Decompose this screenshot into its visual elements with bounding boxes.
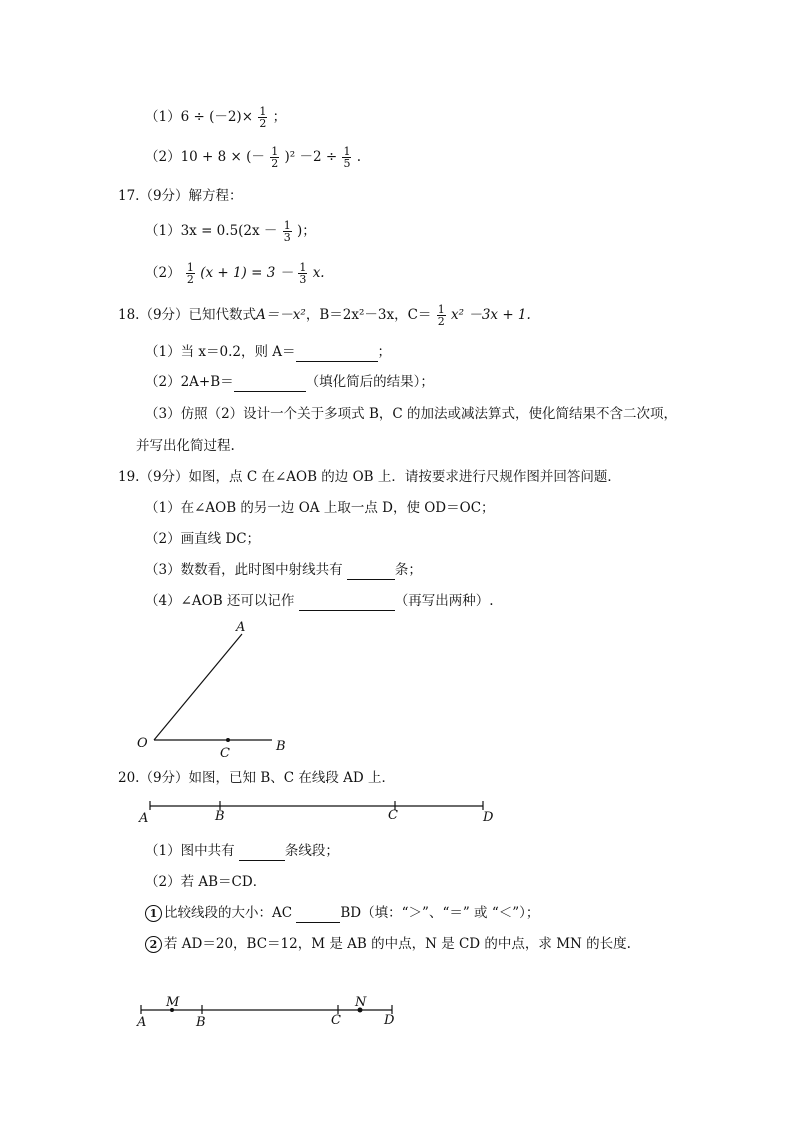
q18-p2-post: （填化简后的结果）； [305,374,434,390]
q16-p1-label: （1）6 ÷ (－2)× [145,109,254,125]
q16-p2-label: （2）10 + 8 × (－ [145,149,265,165]
q19-p3-pre: （3）数数看，此时图中射线共有 [145,562,343,578]
q19-header: 19.（9分）如图，点 C 在∠AOB 的边 OB 上．请按要求进行尺规作图并回答问题． [118,469,621,485]
frac-num: 1 [271,145,279,158]
q19-part1: （1）在∠AOB 的另一边 OA 上取一点 D，使 OD＝OC； [145,500,495,516]
label-c: C [220,746,230,761]
label-b: B [276,739,286,754]
label-b: B [215,809,225,824]
q16-p2-tail: . [356,149,362,165]
frac-num: 1 [437,303,445,316]
answer-blank[interactable] [239,846,285,861]
label-a: A [137,1015,147,1030]
label-m: M [166,995,180,1010]
q18-header-pre: 18.（9分）已知代数式 [118,307,257,323]
q17-p2-label: （2） [145,265,181,281]
q18-c-tail: x² －3x + 1. [451,307,531,323]
circled-number: 2 [145,936,162,953]
q19-p3-post: 条； [394,562,422,578]
frac-den: 3 [283,231,291,244]
frac-num: 1 [186,261,194,274]
q17-p2-tail: x. [312,265,325,281]
label-n: N [355,995,367,1010]
q20-header: 20.（9分）如图，已知 B、C 在线段 AD 上． [118,770,396,786]
frac-num: 1 [283,219,291,232]
label-c: C [388,808,398,823]
q20-segment-figure-2 [136,995,395,1030]
frac-den: 2 [186,273,194,286]
q17-p1-label: （1）3x = 0.5(2x － [145,223,278,239]
q19-angle-figure [137,620,286,761]
q20-part1 [145,841,339,861]
label-c: C [331,1013,341,1028]
frac-den: 2 [437,315,445,328]
label-d: D [483,810,494,825]
q20-segment-figure-1 [138,801,494,826]
q20-p1-pre: （1）图中共有 [145,843,235,859]
q19-part2: （2）画直线 DC； [145,531,261,547]
q17-p1-tail: )； [297,223,316,239]
label-b: B [196,1015,206,1030]
frac-den: 2 [271,157,279,170]
q18-p2-pre: （2）2A+B＝ [145,374,234,390]
frac-num: 1 [343,145,351,158]
label-o: O [137,736,148,751]
q16-p2-mid: )² －2 ÷ [284,149,338,165]
q20-sub2 [145,934,631,954]
q20-sub1 [145,903,539,923]
q17-header: 17.（9分）解方程： [118,188,243,204]
q18-b-expr: ，B＝2x²－3x，C＝ [305,307,432,323]
q17-p2-mid: (x + 1) = 3 － [200,265,294,281]
label-a: A [236,620,246,635]
q20-s1-pre: 比较线段的大小：AC [164,905,293,921]
q18-part3-line1: （3）仿照（2）设计一个关于多项式 B，C 的加法或减法算式，使化简结果不含二次项， [145,406,678,422]
answer-blank[interactable] [296,908,340,923]
q20-p1-post: 条线段； [284,843,339,859]
label-a: A [139,811,149,826]
ray-oa [154,634,242,740]
frac-num: 1 [299,261,307,274]
q19-p4-post: （再写出两种）. [394,593,494,609]
q20-s2-text: 若 AD＝20，BC＝12，M 是 AB 的中点，N 是 CD 的中点，求 MN 的长度. [164,936,631,952]
q18-p1-pre: （1）当 x＝0.2，则 A＝ [145,344,296,360]
q19-p4-pre: （4）∠AOB 还可以记作 [145,593,295,609]
label-d: D [384,1013,395,1028]
q18-a-expr: A＝－x² [256,307,306,323]
q18-p1-post: ； [377,344,392,360]
circled-number: 1 [145,905,162,922]
q20-part2: （2）若 AB＝CD． [145,874,267,890]
frac-den: 2 [259,117,267,130]
frac-den: 5 [343,157,351,170]
point-c [226,738,230,742]
q18-part3-line2: 并写出化简过程. [136,438,235,454]
q20-s1-post: BD（填：“＞”、“＝” 或 “＜”）； [340,905,540,921]
frac-num: 1 [259,105,267,118]
frac-den: 3 [299,273,307,286]
q16-p1-tail: ； [272,109,287,125]
